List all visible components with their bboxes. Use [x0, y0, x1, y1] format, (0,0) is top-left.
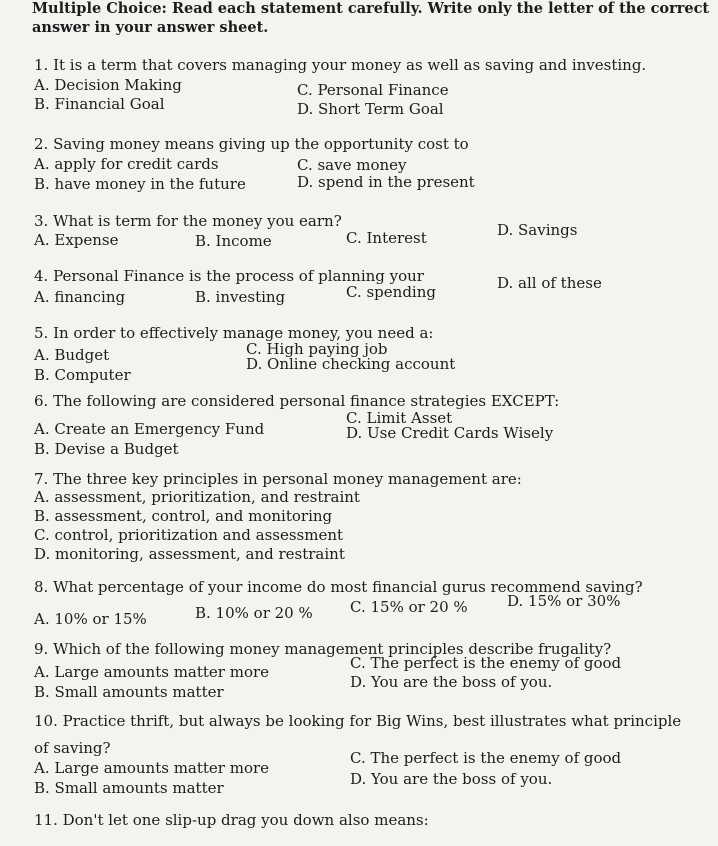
question-5-option-c: C. High paying job	[246, 340, 388, 358]
question-1-option-b: B. Financial Goal	[34, 95, 165, 113]
question-9-option-d: D. You are the boss of you.	[350, 673, 553, 691]
instructions-line-2: answer in your answer sheet.	[32, 19, 269, 36]
question-8-option-b: B. 10% or 20 %	[195, 604, 313, 622]
question-10-option-b: B. Small amounts matter	[34, 779, 224, 797]
question-5-option-b: B. Computer	[34, 366, 131, 384]
question-1-option-a: A. Decision Making	[34, 76, 182, 94]
question-9-option-a: A. Large amounts matter more	[34, 663, 270, 681]
question-3-option-b: B. Income	[195, 232, 272, 250]
question-10-stem-line-1: 10. Practice thrift, but always be looking for Big Wins, best illustrates what principle	[34, 712, 682, 730]
question-4-option-c: C. spending	[346, 283, 436, 301]
question-10-option-d: D. You are the boss of you.	[350, 770, 553, 788]
question-8-option-a: A. 10% or 15%	[34, 610, 147, 628]
question-7-option-b: B. assessment, control, and monitoring	[34, 507, 333, 525]
question-6-option-a: A. Create an Emergency Fund	[34, 420, 265, 438]
question-2-option-a: A. apply for credit cards	[34, 155, 219, 173]
question-6-option-d: D. Use Credit Cards Wisely	[346, 424, 554, 442]
question-1-option-c: C. Personal Finance	[297, 81, 449, 99]
question-7-stem: 7. The three key principles in personal money management are:	[34, 470, 522, 488]
question-4-stem: 4. Personal Finance is the process of planning your	[34, 267, 424, 285]
question-10-option-c: C. The perfect is the enemy of good	[350, 749, 622, 767]
question-5-stem: 5. In order to effectively manage money, you need a:	[34, 324, 434, 342]
question-7-option-a: A. assessment, prioritization, and restraint	[34, 488, 360, 506]
question-9-option-c: C. The perfect is the enemy of good	[350, 654, 622, 672]
question-9-stem: 9. Which of the following money management principles describe frugality?	[34, 640, 612, 658]
question-2-stem: 2. Saving money means giving up the opportunity cost to	[34, 135, 469, 153]
question-8-option-d: D. 15% or 30%	[507, 592, 621, 610]
question-7-option-c: C. control, prioritization and assessment	[34, 526, 344, 544]
question-2-option-c: C. save money	[297, 156, 407, 174]
question-9-option-b: B. Small amounts matter	[34, 683, 224, 701]
question-1-stem: 1. It is a term that covers managing your money as well as saving and investing.	[34, 56, 647, 74]
question-3-option-d: D. Savings	[497, 221, 578, 239]
question-7-option-d: D. monitoring, assessment, and restraint	[34, 545, 345, 563]
question-8-stem: 8. What percentage of your income do most financial gurus recommend saving?	[34, 578, 643, 596]
question-5-option-a: A. Budget	[34, 346, 110, 364]
question-2-option-b: B. have money in the future	[34, 175, 246, 193]
question-4-option-a: A. financing	[34, 288, 126, 306]
question-10-stem-line-2: of saving?	[34, 739, 111, 757]
question-3-option-a: A. Expense	[34, 231, 119, 249]
question-4-option-d: D. all of these	[497, 274, 602, 292]
question-6-option-c: C. Limit Asset	[346, 409, 453, 427]
question-10-option-a: A. Large amounts matter more	[34, 759, 270, 777]
question-11-stem: 11. Don't let one slip-up drag you down also means:	[34, 811, 429, 829]
question-6-stem: 6. The following are considered personal finance strategies EXCEPT:	[34, 392, 560, 410]
question-3-stem: 3. What is term for the money you earn?	[34, 212, 342, 230]
question-6-option-b: B. Devise a Budget	[34, 440, 179, 458]
question-1-option-d: D. Short Term Goal	[297, 100, 444, 118]
question-2-option-d: D. spend in the present	[297, 173, 475, 191]
question-4-option-b: B. investing	[195, 288, 286, 306]
instructions-line-1: Multiple Choice: Read each statement carefully. Write only the letter of the correct	[32, 0, 710, 17]
question-3-option-c: C. Interest	[346, 229, 427, 247]
question-5-option-d: D. Online checking account	[246, 355, 456, 373]
question-8-option-c: C. 15% or 20 %	[350, 598, 468, 616]
